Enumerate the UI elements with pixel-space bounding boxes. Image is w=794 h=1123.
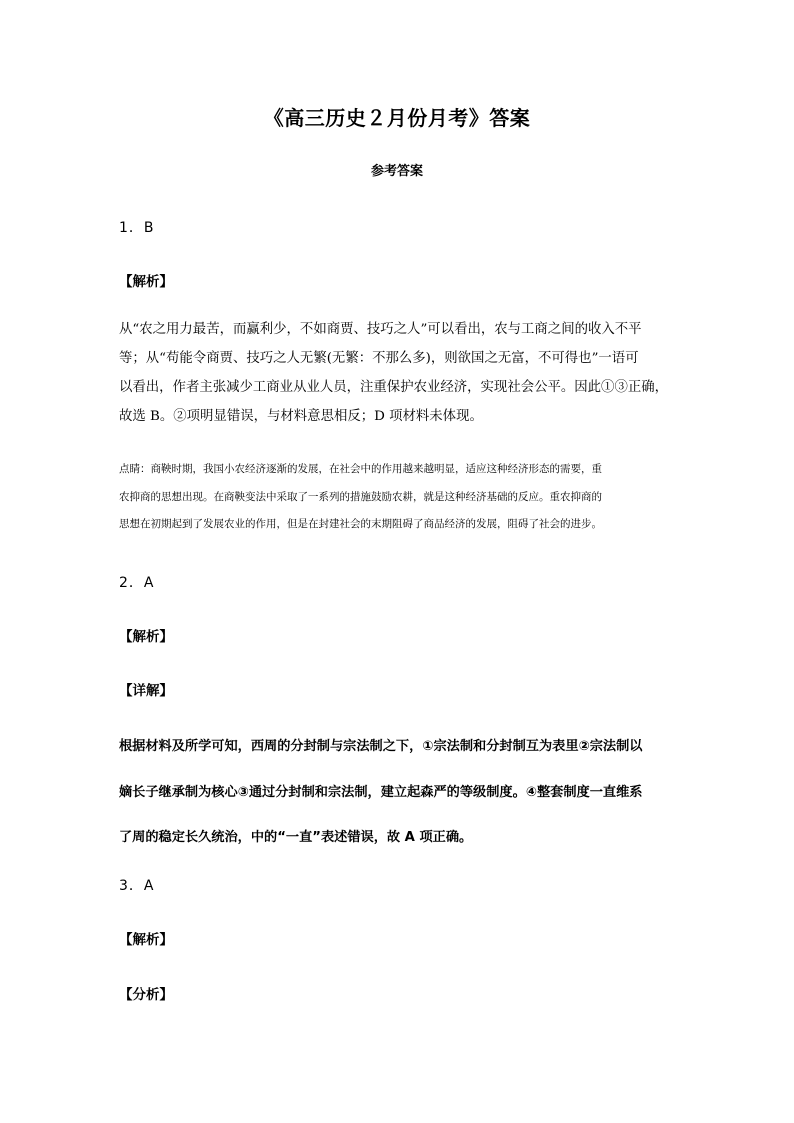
question-1-note <box>119 456 679 539</box>
question-1-note-line: 点睛：商鞅时期，我国小农经济逐渐的发展，在社会中的作用越来越明显，适应这种经济形态的需要，重 <box>119 463 602 475</box>
question-1-analysis-tag: 【解析】 <box>119 274 173 290</box>
question-1-explanation <box>119 315 675 431</box>
question-3-number: 3．A <box>119 878 155 894</box>
question-1-number: 1．B <box>119 220 155 236</box>
question-3-analysis-tag: 【解析】 <box>119 932 173 948</box>
question-1-note-line: 农抑商的思想出现。在商鞅变法中采取了一系列的措施鼓励农耕，就是这种经济基础的反应。重农抑商的 <box>119 490 602 503</box>
document-subtitle: 参考答案 <box>370 164 423 179</box>
question-2-number: 2．A <box>119 575 155 591</box>
question-1-note-line: 思想在初期起到了发展农业的作用，但是在封建社会的末期阻碍了商品经济的发展，阻碍了社会的进步。 <box>119 518 602 530</box>
question-1-explanation-line: 等；从“苟能令商贾、技巧之人无繁(无繁：不那么多)，则欲国之无富，不可得也”一语可 <box>119 351 639 366</box>
question-3-detail-tag: 【分析】 <box>119 987 173 1003</box>
document-title: 《高三历史２月份月考》答案 <box>263 106 531 130</box>
question-1-explanation-line: 故选 B。②项明显错误，与材料意思相反；D 项材料未体现。 <box>119 409 483 424</box>
question-2-explanation <box>119 724 685 861</box>
question-2-explanation-line: 嫡长子继承制为核心③通过分封制和宗法制，建立起森严的等级制度。④整套制度一直维系 <box>119 784 643 800</box>
question-1-explanation-line: 以看出，作者主张减少工商业从业人员，注重保护农业经济，实现社会公平。因此①③正确， <box>119 380 669 395</box>
question-2-detail-tag: 【详解】 <box>119 683 173 699</box>
question-2-explanation-line: 了周的稳定长久统治，中的“一直”表述错误，故 A 项正确。 <box>119 830 473 845</box>
question-2-explanation-line: 根据材料及所学可知，西周的分封制与宗法制之下，①宗法制和分封制互为表里②宗法制以 <box>119 739 643 754</box>
question-2-analysis-tag: 【解析】 <box>119 629 173 645</box>
question-1-explanation-line: 从“农之用力最苦，而赢利少，不如商贾、技巧之人”可以看出，农与工商之间的收入不平 <box>119 322 642 337</box>
